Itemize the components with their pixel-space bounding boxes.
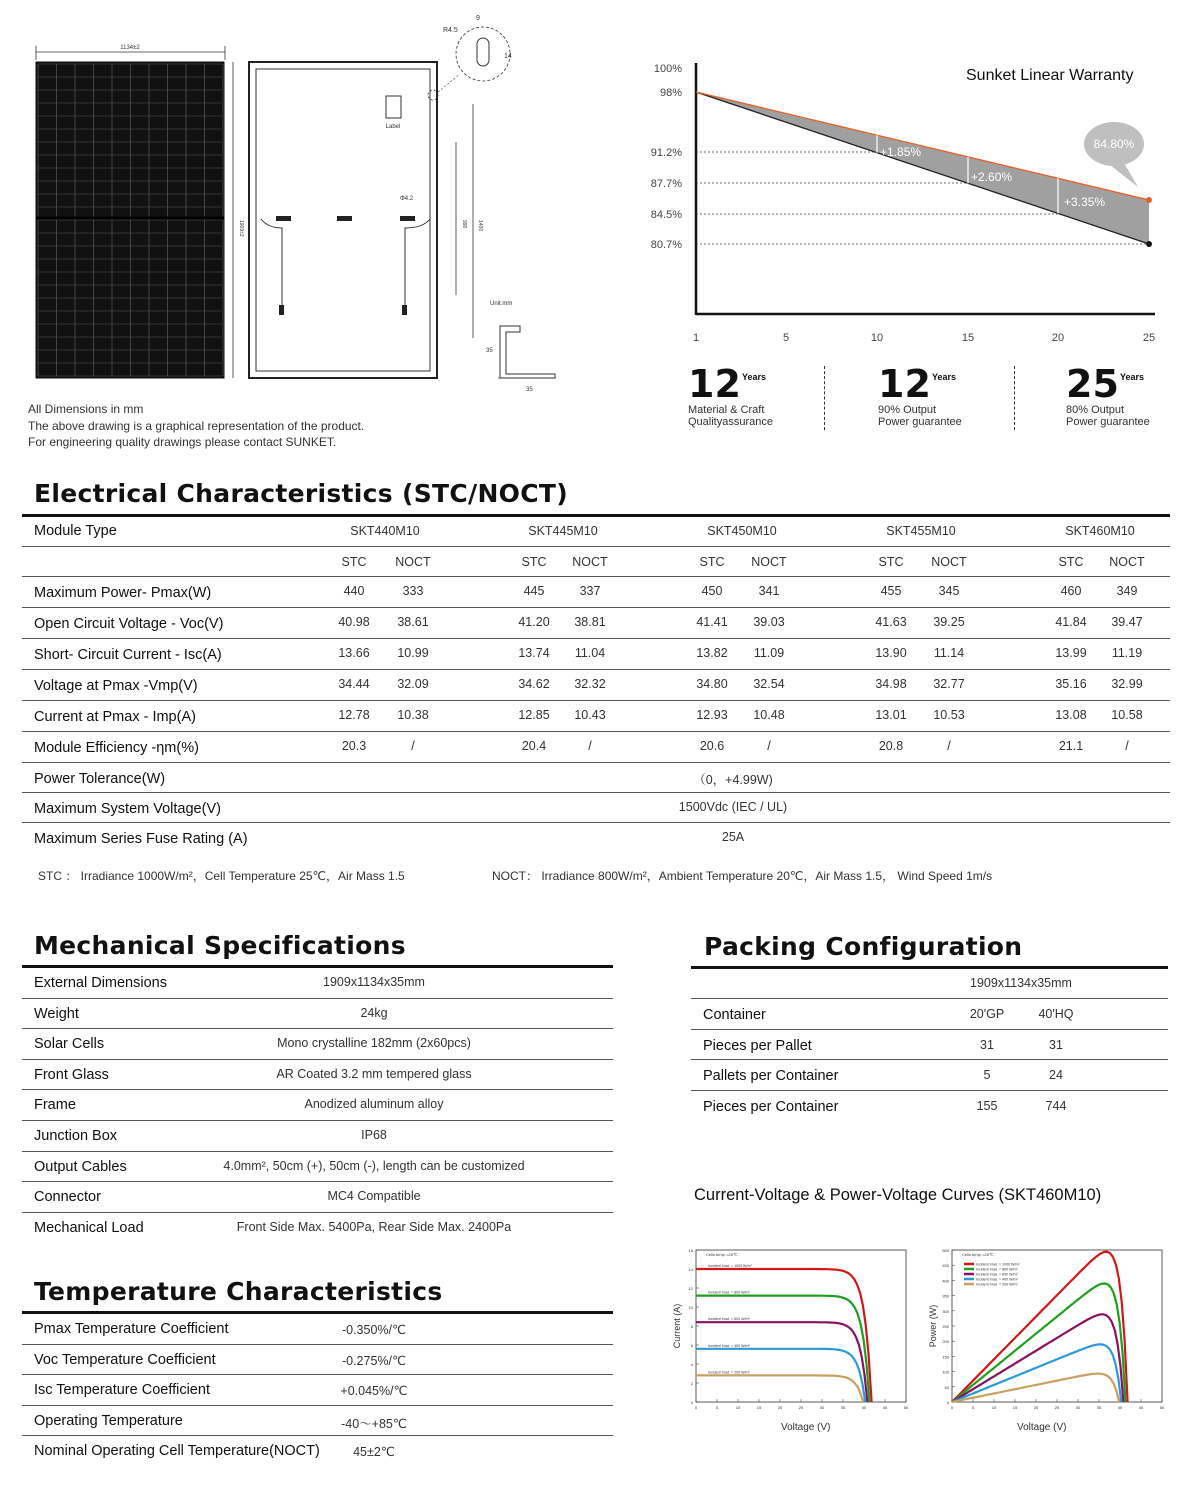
model-name: SKT450M10	[707, 524, 777, 538]
row-value: 32.09	[397, 677, 429, 691]
row-value: 34.44	[338, 677, 370, 691]
row-value: 13.99	[1055, 646, 1087, 660]
warranty-line1: Material & Craft	[688, 404, 765, 416]
x-tick: 10	[735, 1405, 741, 1410]
row-value: /	[947, 739, 951, 753]
table-row	[691, 1030, 1168, 1061]
x-tick: 50	[903, 1405, 909, 1410]
y-axis-label: Current (A)	[672, 1303, 682, 1349]
warranty-item	[688, 362, 818, 428]
pv-chart-svg	[924, 1236, 1174, 1436]
table-row	[22, 1182, 613, 1213]
table-row	[22, 670, 1170, 701]
row-value: 13.74	[518, 646, 550, 660]
y-tick: 450	[942, 1263, 949, 1269]
warranty-item	[878, 362, 1008, 428]
warranty-divider	[824, 366, 825, 430]
row-value: 11.19	[1111, 646, 1143, 660]
model-name: SKT440M10	[350, 524, 420, 538]
x-tick: 30	[1075, 1405, 1081, 1410]
table-row	[22, 823, 1170, 853]
drawing-note: The above drawing is a graphical representation of the product.	[28, 418, 365, 433]
stc-header: STC	[878, 555, 904, 569]
warranty-years-number: 25	[1066, 362, 1119, 406]
y-tick: 8	[690, 1324, 693, 1329]
warranty-y-tick: 87.7%	[650, 178, 682, 190]
row-value: 38.61	[397, 615, 429, 629]
x-tick: 30	[819, 1405, 825, 1410]
packing-dims: 1909x1134x35mm	[970, 976, 1072, 990]
row-value: 24	[1049, 1068, 1063, 1083]
noct-header: NOCT	[395, 555, 431, 569]
row-value: 12.93	[696, 708, 728, 722]
warranty-gain-label: +3.35%	[1064, 195, 1106, 209]
y-tick: 400	[942, 1278, 949, 1284]
drawing-notes	[28, 401, 364, 451]
row-value: 10.99	[397, 646, 429, 660]
model-name: SKT455M10	[886, 524, 956, 538]
table-row	[22, 1090, 613, 1121]
label-text: Label	[385, 124, 401, 130]
row-value: 40.98	[338, 615, 370, 629]
row-value: 34.62	[518, 677, 550, 691]
warranty-years-unit: Years	[932, 372, 957, 382]
row-value: 34.80	[696, 677, 728, 691]
row-label: Front Glass	[34, 1066, 109, 1083]
row-value: MC4 Compatible	[327, 1189, 421, 1204]
row-value: 41.20	[518, 615, 550, 629]
r45-text: R4.5	[443, 27, 458, 34]
row-value: -0.275%/℃	[341, 1353, 407, 1368]
row-label: Solar Cells	[34, 1036, 105, 1053]
y-tick: 500	[942, 1248, 949, 1253]
row-value: 41.63	[875, 615, 907, 629]
row-value: 13.82	[696, 646, 728, 660]
d14-text: 14	[504, 53, 512, 60]
table-row	[22, 1314, 613, 1345]
x-tick: 0	[694, 1405, 698, 1410]
warranty-item	[1066, 362, 1196, 428]
d9-text: 9	[476, 15, 480, 22]
row-value: 455	[880, 584, 902, 598]
dim-height-text: 1909±2	[238, 220, 244, 237]
row-value: Mono crystalline 182mm (2x60pcs)	[277, 1036, 471, 1051]
row-value: 39.03	[753, 615, 785, 629]
table-row	[22, 577, 1170, 608]
row-value: 349	[1116, 584, 1138, 598]
table-row	[691, 1060, 1168, 1091]
noct-header: NOCT	[751, 555, 787, 569]
y-tick: 50	[944, 1384, 949, 1390]
x-tick: 40	[1117, 1405, 1123, 1410]
row-value: 32.54	[753, 677, 785, 691]
row-value: 20'GP	[969, 1007, 1005, 1021]
x-tick: 0	[950, 1405, 954, 1410]
mechanical-title: Mechanical Specifications	[34, 931, 406, 960]
warranty-line1: 80% Output	[1066, 404, 1125, 416]
y-tick: 350	[942, 1293, 949, 1299]
row-value: 13.66	[338, 646, 370, 660]
row-label: Maximum System Voltage(V)	[34, 801, 221, 817]
row-value: 39.25	[933, 615, 965, 629]
row-label: Operating Temperature	[34, 1412, 183, 1429]
module-drawing-svg	[20, 10, 580, 395]
row-value: 13.08	[1055, 708, 1087, 722]
row-label: Module Efficiency -ηm(%)	[34, 740, 199, 756]
row-value: 32.32	[574, 677, 606, 691]
row-value: 10.53	[933, 708, 965, 722]
phi-text: Φ4.2	[400, 196, 414, 202]
warranty-y-tick: 98%	[659, 87, 682, 99]
warranty-x-tick: 1	[692, 332, 700, 344]
row-value: 337	[579, 584, 601, 598]
table-row	[22, 1152, 613, 1183]
row-value: 333	[402, 584, 424, 598]
x-tick: 35	[840, 1405, 846, 1410]
model-name: SKT445M10	[528, 524, 598, 538]
table-row	[22, 999, 613, 1030]
warranty-title: Sunket Linear Warranty	[966, 67, 1134, 84]
row-label: Voc Temperature Coefficient	[34, 1351, 216, 1368]
row-value: 32.77	[933, 677, 965, 691]
row-value: 10.38	[397, 708, 429, 722]
row-value: 39.47	[1111, 615, 1143, 629]
row-value: -40～+85℃	[341, 1416, 407, 1431]
stc-header: STC	[1058, 555, 1084, 569]
row-value: 20.3	[341, 739, 367, 753]
series-label: Incident Irrad. = 1000 W/m²	[708, 1264, 752, 1268]
row-label: Isc Temperature Coefficient	[34, 1382, 210, 1399]
warranty-years-unit: Years	[742, 372, 767, 382]
warranty-chart	[630, 55, 1170, 355]
y-tick: 100	[942, 1369, 949, 1375]
row-value: 341	[758, 584, 780, 598]
row-value: 34.98	[875, 677, 907, 691]
series-label: Incident Irrad. = 600 W/m²	[708, 1317, 750, 1322]
x-axis-label: Voltage (V)	[781, 1422, 831, 1433]
warranty-divider	[1014, 366, 1015, 430]
warranty-bubble: 84.80%	[1093, 137, 1135, 151]
warranty-x-tick: 15	[961, 332, 975, 344]
warranty-line2: Power guarantee	[878, 416, 962, 428]
stc-header: STC	[521, 555, 547, 569]
row-value: 12.78	[338, 708, 370, 722]
table-row	[22, 968, 613, 999]
row-label: Open Circuit Voltage - Voc(V)	[34, 616, 224, 632]
row-value: 5	[983, 1068, 991, 1083]
row-value: /	[1125, 739, 1129, 753]
row-value: +0.045%/℃	[340, 1384, 408, 1399]
x-tick: 20	[1033, 1405, 1039, 1410]
y-tick: 0	[690, 1400, 693, 1405]
iv-chart-svg	[668, 1236, 918, 1436]
warranty-y-tick: 80.7%	[650, 239, 682, 251]
row-value: /	[411, 739, 415, 753]
noct-note: NOCT： Irradiance 800W/m²，Ambient Temperature 20℃，Air Mass 1.5， Wind Speed 1m/s	[492, 869, 993, 883]
legend-label: Incident Irrad. = 600 W/m²	[976, 1272, 1018, 1277]
row-value: 38.81	[574, 615, 606, 629]
y-tick: 300	[942, 1308, 949, 1314]
x-tick: 10	[991, 1405, 997, 1410]
row-value: 345	[938, 584, 960, 598]
row-label: Pmax Temperature Coefficient	[34, 1321, 229, 1337]
x-tick: 5	[715, 1405, 719, 1410]
row-label: Junction Box	[34, 1128, 118, 1144]
row-value: 1500Vdc (IEC / UL)	[678, 800, 788, 814]
y-tick: 200	[942, 1339, 949, 1345]
table-row	[22, 608, 1170, 639]
row-label: Short- Circuit Current - Isc(A)	[34, 647, 222, 663]
row-label: Mechanical Load	[34, 1219, 144, 1236]
row-value: Anodized aluminum alloy	[304, 1097, 444, 1112]
y-tick: 16	[688, 1248, 693, 1253]
row-value: 460	[1060, 584, 1082, 598]
table-row	[691, 1091, 1168, 1122]
y-axis-label: Power (W)	[928, 1304, 938, 1348]
series-label: Incident Irrad. = 400 W/m²	[708, 1343, 750, 1348]
plot-frame	[696, 1250, 906, 1402]
warranty-x-tick: 5	[782, 332, 790, 344]
row-value: 13.01	[875, 708, 907, 722]
table-row	[22, 732, 1170, 763]
row-value: （0，+4.99W)	[693, 773, 773, 787]
x-tick: 50	[1159, 1405, 1165, 1410]
row-value: IP68	[361, 1128, 387, 1142]
table-row	[22, 1345, 613, 1376]
row-value: 20.6	[699, 739, 725, 753]
warranty-line1: 90% Output	[878, 404, 937, 416]
table-header-row	[22, 516, 1170, 547]
row-label: Nominal Operating Cell Temperature(NOCT)	[34, 1443, 320, 1460]
model-name: SKT460M10	[1065, 524, 1135, 538]
curves-title: Current-Voltage & Power-Voltage Curves (SKT460M10)	[694, 1186, 1102, 1204]
row-value: 11.09	[753, 646, 785, 660]
x-tick: 15	[756, 1405, 762, 1410]
drawing-note: All Dimensions in mm	[28, 402, 144, 416]
y-tick: 12	[688, 1286, 693, 1291]
row-label: Voltage at Pmax -Vmp(V)	[34, 678, 198, 694]
unit-text: Unit:mm	[490, 301, 513, 307]
noct-header: NOCT	[931, 555, 967, 569]
row-value: 10.43	[574, 708, 606, 722]
row-value: Front Side Max. 5400Pa, Rear Side Max. 2400Pa	[236, 1219, 512, 1234]
row-value: /	[767, 739, 771, 753]
legend-label: Incident Irrad. = 200 W/m²	[976, 1282, 1018, 1287]
y-tick: 6	[690, 1343, 693, 1348]
row-value: 744	[1045, 1099, 1067, 1114]
legend-label: Incident Irrad. = 800 W/m²	[976, 1267, 1018, 1272]
row-value: 21.1	[1058, 739, 1084, 753]
row-label: Pieces per Pallet	[703, 1037, 812, 1054]
warranty-x-tick: 20	[1051, 332, 1065, 344]
row-value: /	[588, 739, 592, 753]
legend-label: Incident Irrad. = 400 W/m²	[976, 1277, 1018, 1282]
row-label: Power Tolerance(W)	[34, 771, 166, 787]
x-tick: 40	[861, 1405, 867, 1410]
warranty-y-tick: 91.2%	[650, 147, 682, 159]
row-value: 1909x1134x35mm	[323, 975, 425, 989]
warranty-x-tick: 10	[870, 332, 884, 344]
packing-title: Packing Configuration	[704, 932, 1023, 961]
row-value: 10.48	[753, 708, 785, 722]
row-value: 13.90	[875, 646, 907, 660]
table-subheader-row	[22, 547, 1170, 577]
row-value: 35.16	[1055, 677, 1087, 691]
row-value: 41.84	[1055, 615, 1087, 629]
y-tick: 14	[688, 1267, 693, 1272]
d35-bottom-text: 35	[526, 387, 533, 393]
x-tick: 20	[777, 1405, 783, 1410]
row-value: 10.58	[1111, 708, 1143, 722]
row-label: Pallets per Container	[703, 1068, 839, 1085]
cell-temp-label: Cells temp.=25℃	[706, 1252, 738, 1257]
warranty-line2: Power guarantee	[1066, 416, 1150, 428]
row-value: 31	[1049, 1037, 1063, 1052]
row-value: 11.04	[574, 646, 606, 660]
series-label: Incident Irrad. = 200 W/m²	[708, 1370, 750, 1375]
row-label: Frame	[34, 1097, 76, 1114]
x-tick: 45	[882, 1405, 888, 1410]
dim-width-text: 1134±2	[120, 45, 140, 51]
y-tick: 4	[690, 1362, 693, 1367]
d35-side-text: 35	[486, 348, 493, 354]
row-value: 40'HQ	[1038, 1007, 1074, 1021]
table-row	[22, 1213, 613, 1244]
table-row	[22, 1436, 613, 1467]
stc-header: STC	[341, 555, 367, 569]
electrical-title: Electrical Characteristics (STC/NOCT)	[34, 479, 568, 508]
pv-chart	[924, 1236, 1174, 1436]
cell-temp-label: Cells temp.=25℃	[962, 1252, 994, 1257]
row-value: 155	[976, 1099, 998, 1114]
row-value: 20.4	[521, 739, 547, 753]
table-row	[22, 1375, 613, 1406]
table-row	[22, 1121, 613, 1152]
row-label: Weight	[34, 1005, 79, 1022]
table-row	[691, 969, 1168, 999]
module-type-label: Module Type	[34, 523, 117, 539]
row-value: AR Coated 3.2 mm tempered glass	[276, 1066, 472, 1081]
warranty-gain-label: +2.60%	[971, 170, 1013, 184]
row-value: 12.85	[518, 708, 550, 722]
table-row	[22, 639, 1170, 670]
x-axis-label: Voltage (V)	[1017, 1422, 1067, 1433]
x-tick: 25	[798, 1405, 804, 1410]
row-label: Connector	[34, 1189, 101, 1206]
x-tick: 25	[1054, 1405, 1060, 1410]
stc-note: STC ： Irradiance 1000W/m²，Cell Temperature 25℃，Air Mass 1.5	[38, 869, 405, 883]
iv-chart	[668, 1236, 918, 1436]
series-label: Incident Irrad. = 800 W/m²	[708, 1290, 750, 1295]
x-tick: 15	[1012, 1405, 1018, 1410]
row-value: 25A	[721, 830, 745, 844]
row-label: External Dimensions	[34, 975, 167, 991]
row-label: Maximum Power- Pmax(W)	[34, 585, 212, 601]
warranty-y-tick: 84.5%	[650, 209, 682, 221]
table-row	[22, 1060, 613, 1091]
noct-header: NOCT	[572, 555, 608, 569]
row-value: 440	[343, 584, 365, 598]
table-row	[22, 701, 1170, 732]
row-value: 20.8	[878, 739, 904, 753]
drawing-note: For engineering quality drawings please contact SUNKET.	[28, 435, 337, 449]
row-value: 445	[523, 584, 545, 598]
legend-label: Incident Irrad. = 1000 W/m²	[976, 1262, 1020, 1267]
table-row	[691, 999, 1168, 1030]
y-tick: 150	[942, 1354, 949, 1360]
warranty-line2: Qualityassurance	[688, 416, 773, 428]
row-value: 11.14	[933, 646, 965, 660]
dim-990-text: 990	[461, 220, 467, 229]
table-row	[22, 763, 1170, 793]
row-label: Maximum Series Fuse Rating (A)	[34, 831, 248, 847]
y-tick: 250	[942, 1324, 949, 1329]
y-tick: 0	[946, 1400, 949, 1405]
temperature-title: Temperature Characteristics	[34, 1277, 443, 1306]
warranty-gain-label: +1.85%	[880, 145, 922, 159]
module-drawing	[20, 10, 580, 395]
row-value: 32.99	[1111, 677, 1143, 691]
warranty-y-tick: 100%	[653, 63, 682, 75]
dim-1400-text: 1400	[477, 220, 483, 232]
warranty-years-unit: Years	[1120, 372, 1145, 382]
row-value: 41.41	[696, 615, 728, 629]
row-value: 4.0mm², 50cm (+), 50cm (-), length can be customized	[223, 1158, 525, 1173]
stc-header: STC	[699, 555, 725, 569]
noct-header: NOCT	[1109, 555, 1145, 569]
table-row	[22, 1029, 613, 1060]
x-tick: 35	[1096, 1405, 1102, 1410]
row-value: 24kg	[360, 1005, 388, 1020]
warranty-years-number: 12	[688, 362, 741, 406]
row-value: -0.350%/℃	[341, 1323, 407, 1337]
y-tick: 10	[688, 1305, 693, 1310]
warranty-chart-svg	[630, 55, 1170, 355]
row-value: 31	[980, 1037, 994, 1052]
x-tick: 5	[971, 1405, 975, 1410]
y-tick: 2	[690, 1381, 693, 1386]
row-label: Pieces per Container	[703, 1099, 839, 1116]
row-label: Output Cables	[34, 1158, 127, 1175]
row-value: 450	[701, 584, 723, 598]
table-row	[22, 793, 1170, 823]
warranty-x-tick: 25	[1142, 332, 1156, 344]
row-value: 45±2℃	[353, 1445, 395, 1460]
x-tick: 45	[1138, 1405, 1144, 1410]
row-label: Container	[703, 1007, 766, 1023]
table-row	[22, 1406, 613, 1437]
warranty-years-number: 12	[878, 362, 931, 406]
row-label: Current at Pmax - Imp(A)	[34, 709, 196, 725]
